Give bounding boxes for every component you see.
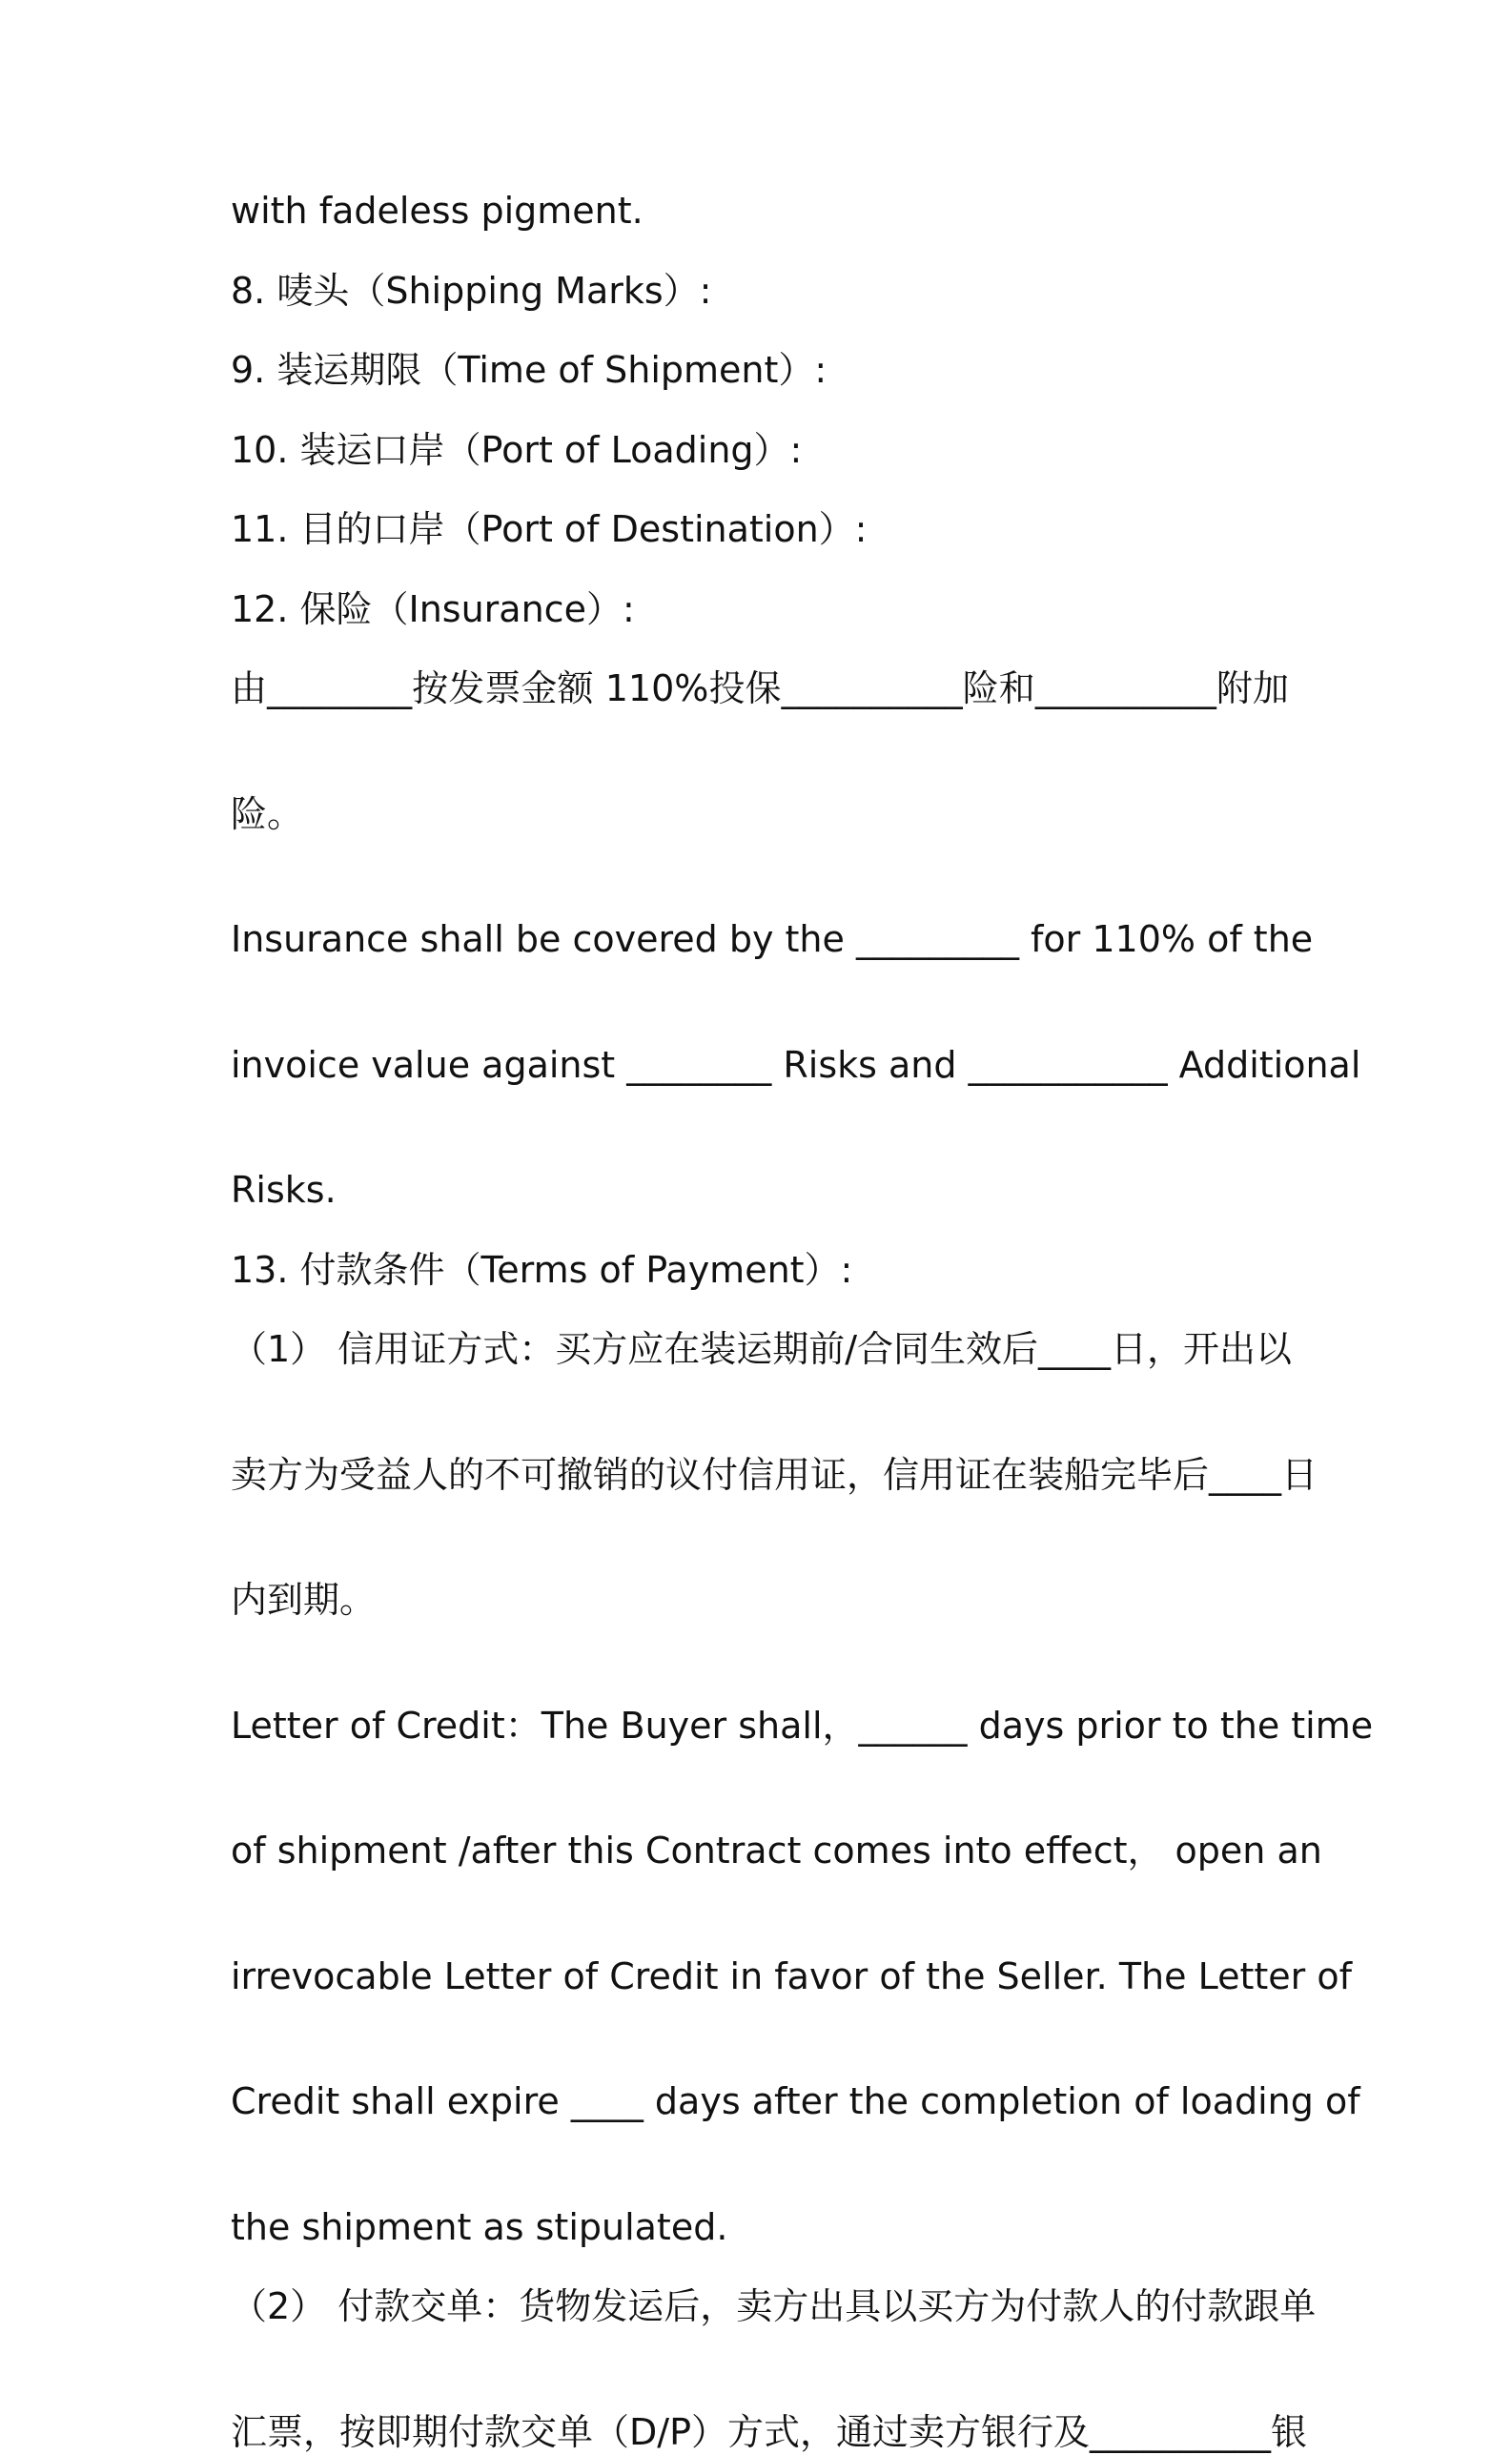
text-line: （2） 付款交单：货物发运后，卖方出具以买方为付款人的付款跟单 — [231, 2284, 1289, 2330]
text-line: Risks. — [231, 1168, 1289, 1214]
text-line: Letter of Credit：The Buyer shall，______ days prior to the time — [231, 1704, 1289, 1749]
text-line: （1） 信用证方式：买方应在装运期前/合同生效后____日，开出以 — [231, 1327, 1289, 1373]
text-line: Insurance shall be covered by the _________ for 110% of the — [231, 917, 1289, 963]
document-body — [231, 189, 1289, 2455]
section-heading-port-of-loading: 10. 装运口岸（Port of Loading）: — [231, 428, 1289, 474]
text-line: 汇票，按即期付款交单（D/P）方式，通过卖方银行及__________银 — [231, 2410, 1289, 2455]
text-line: Credit shall expire ____ days after the completion of loading of — [231, 2079, 1289, 2125]
text-line: 内到期。 — [231, 1578, 1289, 1624]
text-line: irrevocable Letter of Credit in favor of the Seller. The Letter of — [231, 1954, 1289, 2000]
text-line: 卖方为受益人的不可撤销的议付信用证，信用证在装船完毕后____日 — [231, 1453, 1289, 1499]
section-heading-shipping-marks: 8. 唛头（Shipping Marks）: — [231, 269, 1289, 315]
text-line: 由________按发票金额 110%投保__________险和__________附加 — [231, 666, 1289, 712]
text-line: with fadeless pigment. — [231, 189, 1289, 235]
section-heading-terms-of-payment: 13. 付款条件（Terms of Payment）: — [231, 1248, 1289, 1294]
section-heading-insurance: 12. 保险（Insurance）: — [231, 587, 1289, 633]
text-line: 险。 — [231, 792, 1289, 838]
section-heading-time-of-shipment: 9. 装运期限（Time of Shipment）: — [231, 348, 1289, 394]
section-heading-port-of-destination: 11. 目的口岸（Port of Destination）: — [231, 507, 1289, 553]
text-line: of shipment /after this Contract comes into effect， open an — [231, 1829, 1289, 1874]
text-line: invoice value against ________ Risks and ___________ Additional — [231, 1043, 1289, 1089]
text-line: the shipment as stipulated. — [231, 2205, 1289, 2251]
